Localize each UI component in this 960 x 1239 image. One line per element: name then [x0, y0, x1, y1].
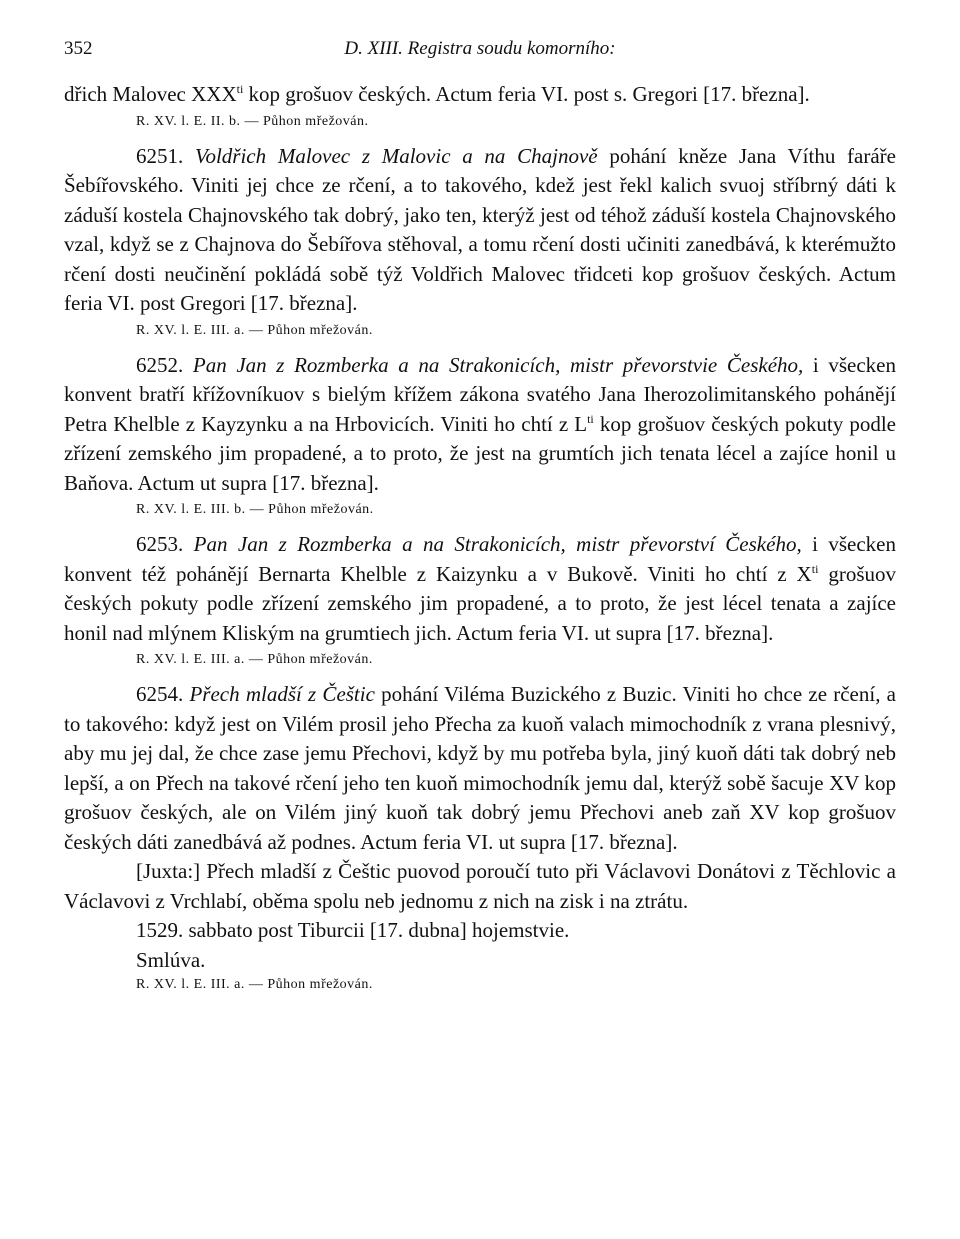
entry-party: Pan Jan z Rozmberka a na Strakonicích, mistr převorství Českého,: [193, 532, 802, 556]
entry-signature: R. XV. l. E. III. b. — Půhon mřežován.: [136, 502, 374, 517]
running-title: D. XIII. Registra soudu komorního:: [344, 38, 616, 59]
smluva-line: Smlúva.: [136, 947, 206, 972]
entry-signature: R. XV. l. E. III. a. — Půhon mřežován.: [136, 977, 373, 992]
entry-number: 6252.: [136, 352, 184, 377]
entry-6251: 6251. Voldřich Malovec z Malovic a na Chajnově pohání kněze Jana Víthu faráře Šebířovského. Viniti jej chce ze rčení, a to takového, kdež jest řekl kalich svuoj stříbrný dáti k záduší kostela Chajnovského tak dobrý, jako ten, kterýž jest od téhož záduší kostela Chajnovského vzal, když se z Chajnova do Šebířova stěhoval, a tomu rčení dosti učiniti zanedbává, k kterémužto rčení dosti neučinění pokládá sobě týž Voldřich Malovec třidceti kop grošuov českých. Actum feria VI. post Gregori [17. března].: [64, 143, 896, 315]
entry-party: Přech mladší z Češtic: [189, 682, 375, 706]
entry-continuation: dřich Malovec $XXX^{ti}$ kop grošuov českých. Actum feria VI. post s. Gregori [17. března].: [64, 82, 810, 106]
juxta-paragraph: [Juxta:] Přech mladší z Češtic puovod poroučí tuto při Václavovi Donátovi z Těchlovic a Václavovi z Vrchlabí, oběma spolu neb jednomu z nich na zisk i na ztrátu.: [64, 859, 896, 913]
entry-number: 6254.: [136, 682, 184, 706]
entry-party: Voldřich Malovec z Malovic a na Chajnově: [194, 143, 598, 168]
page-header: [64, 38, 896, 68]
entry-signature: R. XV. l. E. III. a. — Půhon mřežován.: [136, 322, 373, 338]
date-line: 1529. sabbato post Tiburcii [17. dubna] hojemstvie.: [136, 918, 570, 942]
entry-signature: R. XV. l. E. III. a. — Půhon mřežován.: [136, 652, 373, 667]
entry-6254: 6254. Přech mladší z Češtic pohání Viléma Buzického z Buzic. Viniti ho chce ze rčení, a to takového: když jest on Vilém prosil jeho Přecha za kuoň valach mimochodník z vrana plesnivý, aby mu jej dal, že chce zase jemu Přechovi, když by mu potřeba byla, jiný kuoň dáti tak dobrý neb lepší, a on Přech na takové rčení jeho ten kuoň mimochodník jemu dal, kterýž sobě šacuje XV kop grošuov českých, ale on Vilém jiný kuoň tak dobrý jemu Přechovi aneb zaň XV kop grošuov českých dáti zanedbává až podnes. Actum feria VI. ut supra [17. března].: [64, 682, 896, 854]
entry-party: Pan Jan z Rozmberka a na Strakonicích, mistr převorstvie Českého,: [192, 352, 804, 377]
page-number: 352: [64, 38, 93, 59]
entry-number: 6251.: [136, 143, 184, 168]
document-page: [64, 38, 896, 1005]
entry-6252: 6252. Pan Jan z Rozmberka a na Strakonicích, mistr převorstvie Českého, i všecken konvent bratří křížovníkuov s bielým křížem zákona svatého Jana Iherozolimitanského pohánějí Petra Khelble z Kayzynku a na Hrbovicích. Viniti ho chtí z $L^{ti}$ kop grošuov českých pokuty podle zřízení zemského jim propadené, a to proto, že jest na grumtích jich tenata lécel a zajíce honil u Baňova. Actum ut supra [17. března].: [64, 352, 897, 495]
entry-number: 6253.: [136, 532, 184, 556]
entry-signature: R. XV. l. E. II. b. — Půhon mřežován.: [136, 113, 369, 129]
entry-6253: 6253. Pan Jan z Rozmberka a na Strakonicích, mistr převorství Českého, i všecken konvent též pohánějí Bernarta Khelble z Kaizynku a v Bukově. Viniti ho chtí z $X^{ti}$ grošuov českých pokuty podle zřízení zemského jim propadené, a to proto, že jest lécel tenata a zajíce honil nad mlýnem Kliským na grumtiech jich. Actum feria VI. ut supra [17. března].: [64, 532, 896, 645]
